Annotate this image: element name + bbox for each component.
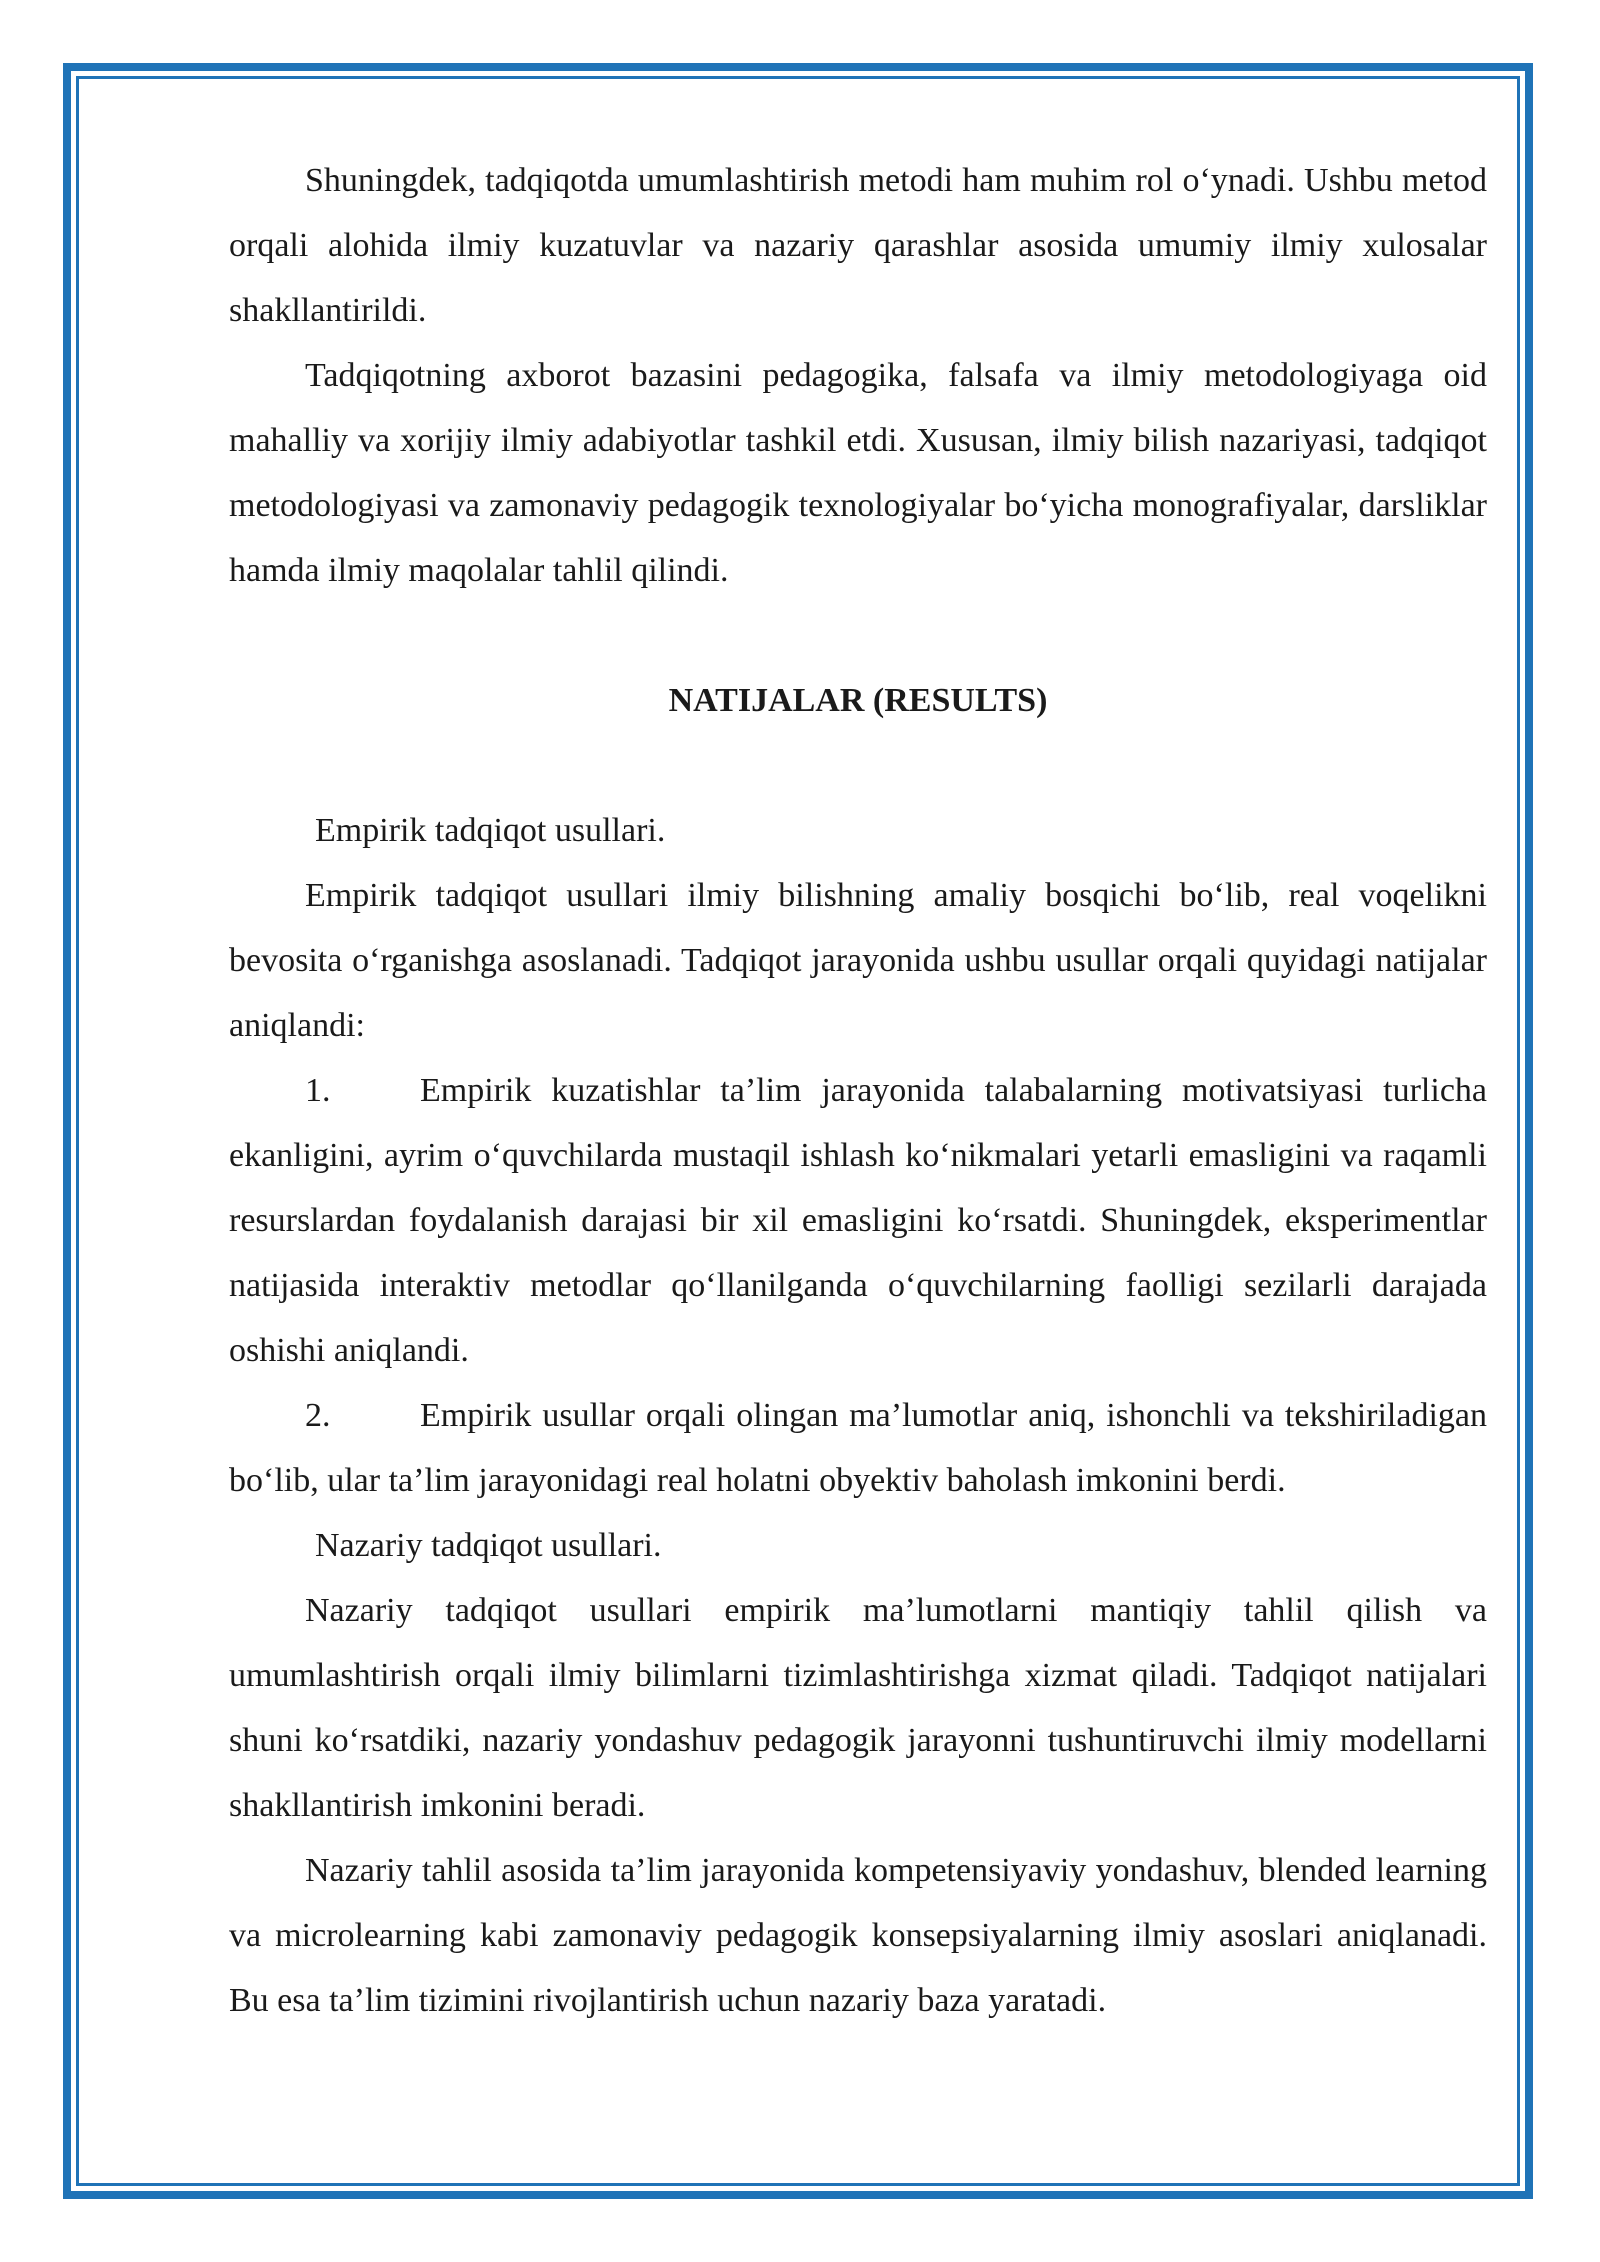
list-item-text: Empirik kuzatishlar ta’lim jarayonida talabalarning motivatsiyasi turlicha ekanligini, ayrim o‘quvchilarda mustaqil ishlash ko‘nikmalari yetarli emasligini va raqamli resurslardan foydalanish darajasi bir xil emasligini ko‘rsatdi. Shuningdek, eksperimentlar natijasida interaktiv metodlar qo‘llanilganda o‘quvchilarning faolligi sezilarli darajada oshishi aniqlandi.: [229, 1072, 1487, 1369]
paragraph: Nazariy tahlil asosida ta’lim jarayonida kompetensiyaviy yondashuv, blended learning va microlearning kabi zamonaviy pedagogik konsepsiyalarning ilmiy asoslari aniqlanadi. Bu esa ta’lim tizimini rivojlantirish uchun nazariy baza yaratadi.: [229, 1852, 1487, 2019]
subheading: Empirik tadqiqot usullari.: [315, 812, 666, 849]
list-item-text: Empirik usullar orqali olingan ma’lumotlar aniq, ishonchli va tekshiriladigan bo‘lib, ular ta’lim jarayonidagi real holatni obyektiv baholash imkonini berdi.: [229, 1397, 1487, 1499]
paragraph: Empirik tadqiqot usullari ilmiy bilishning amaliy bosqichi bo‘lib, real voqelikni bevosita o‘rganishga asoslanadi. Tadqiqot jarayonida ushbu usullar orqali quyidagi natijalar aniqlandi:: [229, 877, 1487, 1044]
paragraph: Nazariy tadqiqot usullari empirik ma’lumotlarni mantiqiy tahlil qilish va umumlashtirish orqali ilmiy bilimlarni tizimlashtirishga xizmat qiladi. Tadqiqot natijalari shuni ko‘rsatdiki, nazariy yondashuv pedagogik jarayonni tushuntiruvchi ilmiy modellarni shakllantirish imkonini beradi.: [229, 1592, 1487, 1824]
list-item-number: 2.: [305, 1397, 331, 1434]
list-item: [229, 1383, 1487, 1513]
paragraph: Tadqiqotning axborot bazasini pedagogika, falsafa va ilmiy metodologiyaga oid mahalliy va xorijiy ilmiy adabiyotlar tashkil etdi. Xususan, ilmiy bilish nazariyasi, tadqiqot metodologiyasi va zamonaviy pedagogik texnologiyalar bo‘yicha monografiyalar, darsliklar hamda ilmiy maqolalar tahlil qilindi.: [229, 357, 1487, 589]
list-item-number: 1.: [305, 1072, 331, 1109]
document-body: [229, 148, 1487, 2033]
paragraph: Shuningdek, tadqiqotda umumlashtirish metodi ham muhim rol o‘ynadi. Ushbu metod orqali alohida ilmiy kuzatuvlar va nazariy qarashlar asosida umumiy ilmiy xulosalar shakllantirildi.: [229, 162, 1487, 329]
subheading: Nazariy tadqiqot usullari.: [315, 1527, 662, 1564]
section-heading: NATIJALAR (RESULTS): [668, 682, 1048, 719]
list-item: [229, 1058, 1487, 1383]
